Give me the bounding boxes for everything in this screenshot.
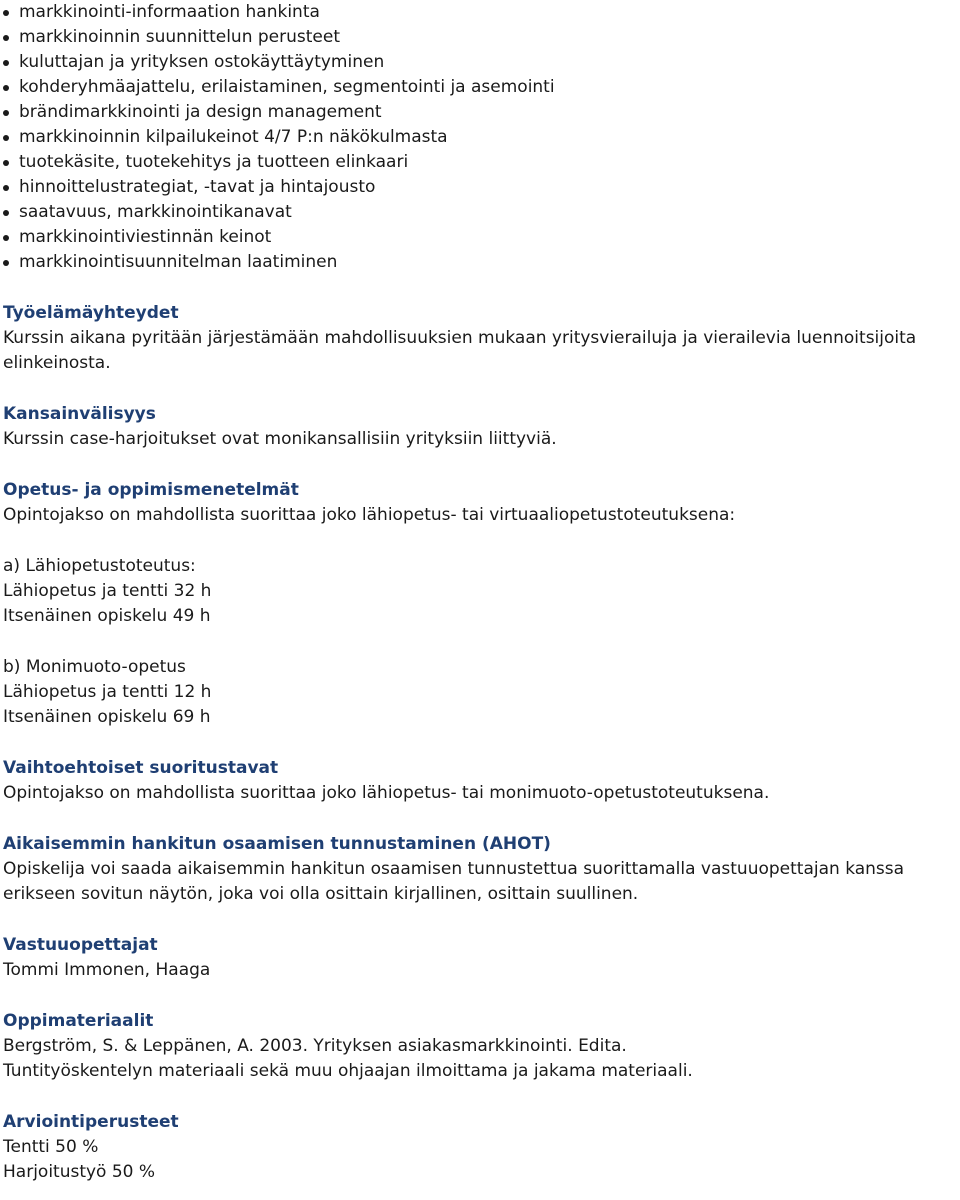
section-heading: Työelämäyhteydet — [3, 303, 179, 323]
topic-item: markkinoinnin suunnittelun perusteet — [3, 25, 958, 50]
topic-item: markkinointisuunnitelman laatiminen — [3, 250, 958, 275]
topic-item: markkinointiviestinnän keinot — [3, 225, 958, 250]
section-tyoelamayhteydet — [3, 301, 958, 376]
section-text: Bergström, S. & Leppänen, A. 2003. Yrityksen asiakasmarkkinointi. Edita. — [3, 1036, 627, 1056]
section-text: Tommi Immonen, Haaga — [3, 960, 211, 980]
option-b-detail: Itsenäinen opiskelu 69 h — [3, 707, 211, 727]
section-text: Opiskelija voi saada aikaisemmin hankitun osaamisen tunnustettua suorittamalla vastuuopettajan kanssa — [3, 859, 905, 879]
option-b-detail: Lähiopetus ja tentti 12 h — [3, 682, 212, 702]
section-heading: Oppimateriaalit — [3, 1011, 154, 1031]
section-heading: Opetus- ja oppimismenetelmät — [3, 480, 299, 500]
section-text: elinkeinosta. — [3, 353, 111, 373]
topic-item: kohderyhmäajattelu, erilaistaminen, segmentointi ja asemointi — [3, 75, 958, 100]
section-text: Opintojakso on mahdollista suorittaa joko lähiopetus- tai virtuaaliopetustoteutuksena: — [3, 505, 736, 525]
section-kansainvalisyys — [3, 402, 958, 452]
option-a-detail: Itsenäinen opiskelu 49 h — [3, 606, 211, 626]
option-b-title: b) Monimuoto-opetus — [3, 657, 186, 677]
course-document — [3, 0, 958, 1185]
option-a-title: a) Lähiopetustoteutus: — [3, 556, 196, 576]
section-text: Opintojakso on mahdollista suorittaa joko lähiopetus- tai monimuoto-opetustoteutuksena. — [3, 783, 770, 803]
topic-item: saatavuus, markkinointikanavat — [3, 200, 958, 225]
section-text: Kurssin case-harjoitukset ovat monikansallisiin yrityksiin liittyviä. — [3, 429, 557, 449]
section-opetus — [3, 478, 958, 730]
section-vastuuopettajat — [3, 933, 958, 983]
topic-list — [3, 0, 958, 275]
section-heading: Aikaisemmin hankitun osaamisen tunnustaminen (AHOT) — [3, 834, 551, 854]
section-heading: Vastuuopettajat — [3, 935, 158, 955]
section-heading: Arviointiperusteet — [3, 1112, 179, 1132]
topic-item: kuluttajan ja yrityksen ostokäyttäytyminen — [3, 50, 958, 75]
section-vaihtoehtoiset — [3, 756, 958, 806]
topic-item: markkinoinnin kilpailukeinot 4/7 P:n näkökulmasta — [3, 125, 958, 150]
section-oppimateriaalit — [3, 1009, 958, 1084]
section-text: Tentti 50 % — [3, 1137, 99, 1157]
section-heading: Kansainvälisyys — [3, 404, 156, 424]
section-arviointiperusteet — [3, 1110, 958, 1185]
option-a-detail: Lähiopetus ja tentti 32 h — [3, 581, 212, 601]
topic-item: tuotekäsite, tuotekehitys ja tuotteen elinkaari — [3, 150, 958, 175]
section-text: erikseen sovitun näytön, joka voi olla osittain kirjallinen, osittain suullinen. — [3, 884, 639, 904]
section-text: Tuntityöskentelyn materiaali sekä muu ohjaajan ilmoittama ja jakama materiaali. — [3, 1061, 693, 1081]
topic-item: brändimarkkinointi ja design management — [3, 100, 958, 125]
section-heading: Vaihtoehtoiset suoritustavat — [3, 758, 279, 778]
section-text: Harjoitustyö 50 % — [3, 1162, 156, 1182]
section-text: Kurssin aikana pyritään järjestämään mahdollisuuksien mukaan yritysvierailuja ja vierailevia luennoitsijoita — [3, 328, 917, 348]
topic-item: hinnoittelustrategiat, -tavat ja hintajousto — [3, 175, 958, 200]
topic-item: markkinointi-informaation hankinta — [3, 0, 958, 25]
section-ahot — [3, 832, 958, 907]
